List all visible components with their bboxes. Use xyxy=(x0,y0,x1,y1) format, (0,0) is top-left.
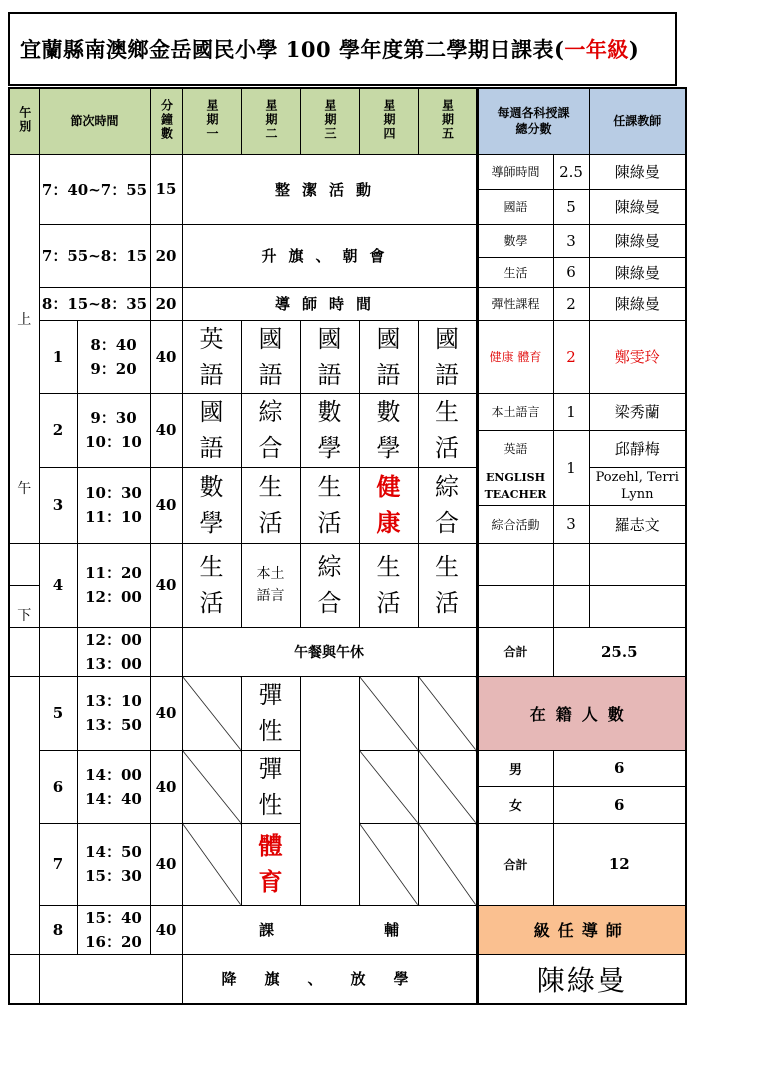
p4-thu: 生 活 xyxy=(359,543,418,627)
p1-mon: 英 語 xyxy=(182,320,241,393)
subj-3: 生活 xyxy=(477,257,553,287)
subj-9: 綜合活動 xyxy=(477,505,553,543)
lunch-num xyxy=(39,627,77,676)
gender-block xyxy=(477,750,686,823)
dismiss-activity: 降旗、放學 xyxy=(182,954,477,1004)
p5-mon xyxy=(182,676,241,750)
p1-tue: 國 語 xyxy=(241,320,300,393)
am-label: 上 xyxy=(9,154,39,393)
lunch-time: 12：00 13：00 xyxy=(77,627,150,676)
am-side-empty xyxy=(9,543,39,585)
teacher-1: 陳綠曼 xyxy=(589,189,686,224)
male-count: 6 xyxy=(553,751,685,787)
teacher-5: 鄭雯玲 xyxy=(589,320,686,393)
time-header: 節次時間 xyxy=(39,88,150,154)
subj-4: 彈性課程 xyxy=(477,287,553,320)
period-4-min: 40 xyxy=(150,543,182,627)
teacher-8: Pozehl, Terri Lynn xyxy=(589,467,686,505)
teacher-3: 陳綠曼 xyxy=(589,257,686,287)
cleaning-min: 15 xyxy=(150,154,182,224)
hours-9: 3 xyxy=(553,505,589,543)
hours-0: 2.5 xyxy=(553,154,589,189)
p2-wed: 數 學 xyxy=(300,393,359,467)
period-6-min: 40 xyxy=(150,750,182,823)
teacher-header: 任課教師 xyxy=(589,88,686,154)
timetable xyxy=(8,87,687,1005)
period-4-time: 11：20 12：00 xyxy=(77,543,150,627)
period-2-min: 40 xyxy=(150,393,182,467)
period-8-num: 8 xyxy=(39,905,77,954)
p4-tue: 本土 語言 xyxy=(241,543,300,627)
period-8-time: 15：40 16：20 xyxy=(77,905,150,954)
period-3-time: 10：30 11：10 xyxy=(77,467,150,543)
period-7-num: 7 xyxy=(39,823,77,905)
period-6-time: 14：00 14：40 xyxy=(77,750,150,823)
female-label: 女 xyxy=(479,787,554,823)
hours-5: 2 xyxy=(553,320,589,393)
period-1-time: 8：40 9：20 xyxy=(77,320,150,393)
period-6-num: 6 xyxy=(39,750,77,823)
p3-wed: 生 活 xyxy=(300,467,359,543)
p2-tue: 綜 合 xyxy=(241,393,300,467)
p6-thu xyxy=(359,750,418,823)
p3-tue: 生 活 xyxy=(241,467,300,543)
teacher-9: 羅志文 xyxy=(589,505,686,543)
p7-thu xyxy=(359,823,418,905)
teacher-7: 邱靜梅 xyxy=(589,430,686,467)
ampm-header: 午別 xyxy=(9,88,39,154)
period-7-time: 14：50 15：30 xyxy=(77,823,150,905)
period-3-min: 40 xyxy=(150,467,182,543)
subj-7: 英語 xyxy=(477,430,553,467)
period-1-num: 1 xyxy=(39,320,77,393)
p1-fri: 國 語 xyxy=(418,320,477,393)
lunch-min xyxy=(150,627,182,676)
p7-fri xyxy=(418,823,477,905)
pm-label: 下 xyxy=(9,676,39,954)
period-4-num: 4 xyxy=(39,543,77,627)
day-header-thu: 星期四 xyxy=(359,88,418,154)
mentor-activity: 導師時間 xyxy=(182,287,477,320)
p2-thu: 數 學 xyxy=(359,393,418,467)
title-close: ) xyxy=(628,36,640,62)
p1-thu: 國 語 xyxy=(359,320,418,393)
teacher-empty-a xyxy=(589,543,686,585)
lunch-activity: 午餐與午休 xyxy=(182,627,477,676)
p6-fri xyxy=(418,750,477,823)
hours-4: 2 xyxy=(553,287,589,320)
minutes-header: 分鐘數 xyxy=(150,88,182,154)
hours-2: 3 xyxy=(553,224,589,257)
enroll-total-label: 合計 xyxy=(477,823,553,905)
hours-1: 5 xyxy=(553,189,589,224)
p2-mon: 國 語 xyxy=(182,393,241,467)
period-2-time: 9：30 10：10 xyxy=(77,393,150,467)
tutoring-activity: 課 輔 xyxy=(182,905,477,954)
p5-fri xyxy=(418,676,477,750)
p7-tue: 體 育 xyxy=(241,823,300,905)
subj-8: ENGLISH TEACHER xyxy=(477,467,553,505)
hours-empty-b xyxy=(553,585,589,627)
subj-5: 健康 體育 xyxy=(477,320,553,393)
dismiss-time xyxy=(39,954,182,1004)
subj-6: 本土語言 xyxy=(477,393,553,430)
male-label: 男 xyxy=(479,751,554,787)
hours-empty-a xyxy=(553,543,589,585)
period-5-min: 40 xyxy=(150,676,182,750)
totals-value: 25.5 xyxy=(553,627,686,676)
dismiss-side xyxy=(9,954,39,1004)
am-label-bottom: 午 xyxy=(9,393,39,543)
period-7-min: 40 xyxy=(150,823,182,905)
homeroom-teacher: 陳綠曼 xyxy=(477,954,686,1004)
p6-mon xyxy=(182,750,241,823)
subj-2: 數學 xyxy=(477,224,553,257)
teacher-empty-b xyxy=(589,585,686,627)
p1-wed: 國 語 xyxy=(300,320,359,393)
day-header-tue: 星期二 xyxy=(241,88,300,154)
hours-6: 1 xyxy=(553,393,589,430)
lunch-side xyxy=(9,627,39,676)
period-5-num: 5 xyxy=(39,676,77,750)
teacher-2: 陳綠曼 xyxy=(589,224,686,257)
subj-1: 國語 xyxy=(477,189,553,224)
hours-7: 1 xyxy=(553,430,589,505)
period-5-time: 13：10 13：50 xyxy=(77,676,150,750)
homeroom-title: 級任導師 xyxy=(477,905,686,954)
cleaning-activity: 整潔活動 xyxy=(182,154,477,224)
mentor-time: 8：15~8：35 xyxy=(39,287,150,320)
p5-tue: 彈 性 xyxy=(241,676,300,750)
day-header-mon: 星期一 xyxy=(182,88,241,154)
title-grade: 一年級 xyxy=(564,37,629,62)
p4-mon: 生 活 xyxy=(182,543,241,627)
subj-0: 導師時間 xyxy=(477,154,553,189)
cleaning-time: 7：40~7：55 xyxy=(39,154,150,224)
day-header-wed: 星期三 xyxy=(300,88,359,154)
hours-3: 6 xyxy=(553,257,589,287)
enroll-total: 12 xyxy=(553,823,686,905)
p4-wed: 綜 合 xyxy=(300,543,359,627)
teacher-0: 陳綠曼 xyxy=(589,154,686,189)
pm-wed-block xyxy=(300,676,359,905)
period-8-min: 40 xyxy=(150,905,182,954)
mentor-min: 20 xyxy=(150,287,182,320)
p4-fri: 生 活 xyxy=(418,543,477,627)
p3-thu: 健 康 xyxy=(359,467,418,543)
p3-mon: 數 學 xyxy=(182,467,241,543)
subj-empty-a xyxy=(477,543,553,585)
p7-mon xyxy=(182,823,241,905)
p5-thu xyxy=(359,676,418,750)
p2-fri: 生 活 xyxy=(418,393,477,467)
flag-activity: 升旗、朝會 xyxy=(182,224,477,287)
teacher-6: 梁秀蘭 xyxy=(589,393,686,430)
day-header-fri: 星期五 xyxy=(418,88,477,154)
weekly-hours-header: 每週各科授課總分數 xyxy=(477,88,589,154)
page-title xyxy=(8,12,677,86)
period-2-num: 2 xyxy=(39,393,77,467)
p6-tue: 彈 性 xyxy=(241,750,300,823)
period-3-num: 3 xyxy=(39,467,77,543)
flag-time: 7：55~8：15 xyxy=(39,224,150,287)
teacher-4: 陳綠曼 xyxy=(589,287,686,320)
enrollment-title: 在籍人數 xyxy=(477,676,686,750)
totals-label: 合計 xyxy=(477,627,553,676)
period-1-min: 40 xyxy=(150,320,182,393)
subj-empty-b xyxy=(477,585,553,627)
female-count: 6 xyxy=(614,795,625,814)
flag-min: 20 xyxy=(150,224,182,287)
title-main: 宜蘭縣南澳鄉金岳國民小學 100 學年度第二學期日課表( xyxy=(20,37,565,62)
p3-fri: 綜 合 xyxy=(418,467,477,543)
